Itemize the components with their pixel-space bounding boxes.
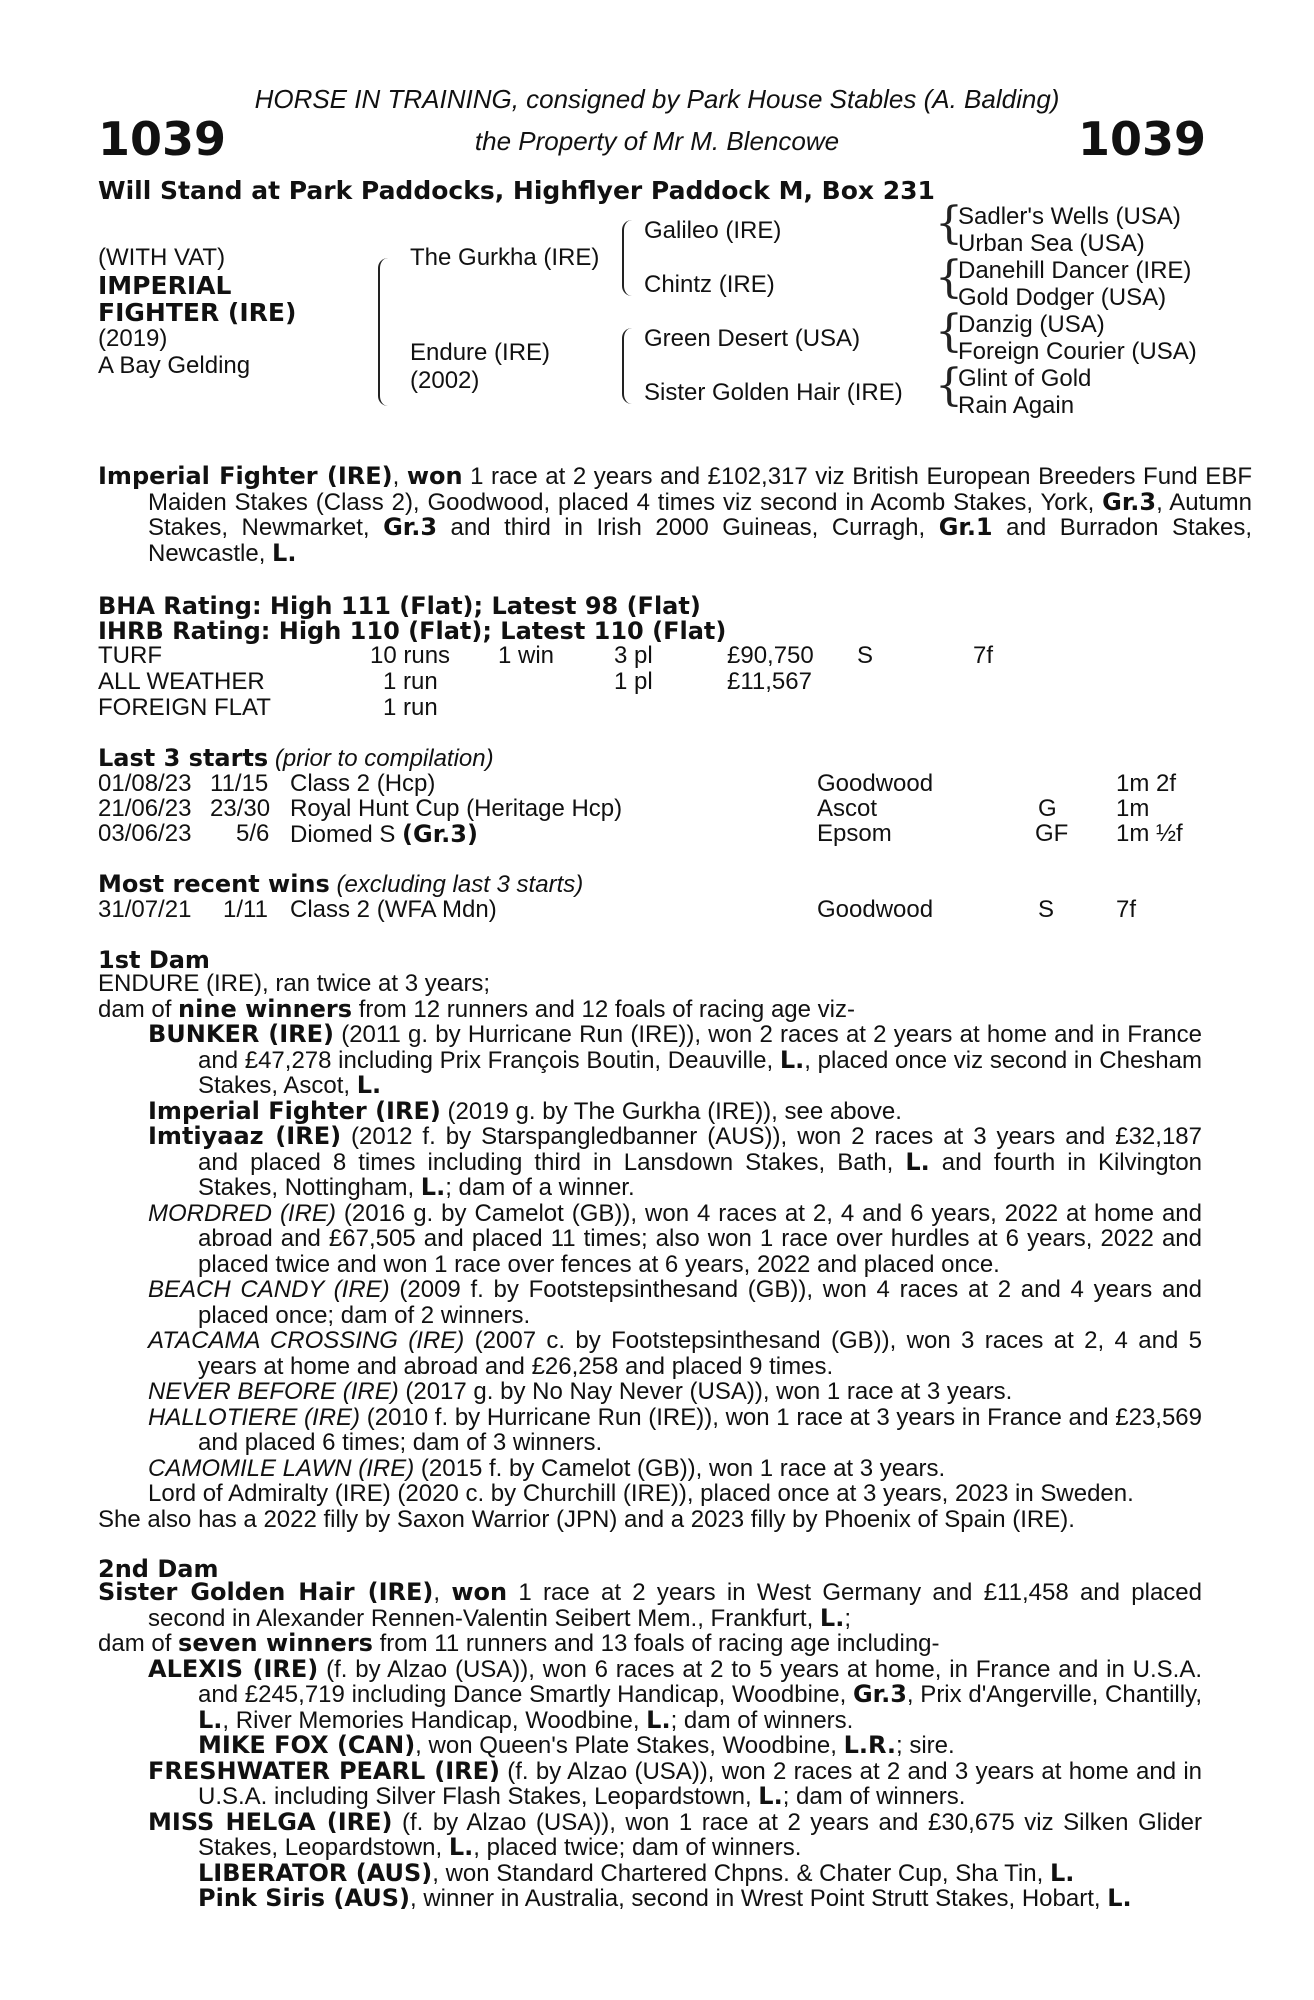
- record-placed: 1 pl: [614, 668, 653, 695]
- record-placed: 3 pl: [614, 642, 653, 669]
- start-going: G: [1038, 795, 1057, 822]
- curly-3: {: [935, 306, 963, 357]
- ped-sds: Danehill Dancer (IRE): [958, 257, 1192, 284]
- start-position: 23/30: [210, 795, 271, 822]
- last3-title: Last 3 starts: [98, 744, 269, 772]
- record-runs: 1 run: [383, 668, 438, 695]
- win-position: 1/11: [223, 896, 268, 923]
- lot-number-right: 1039: [1077, 112, 1206, 166]
- start-course: Ascot: [817, 795, 878, 822]
- summary-text-3: and third in Irish 2000 Guineas, Curragh,: [437, 514, 939, 541]
- horse-name-2: FIGHTER (IRE): [98, 298, 297, 327]
- record-money: £11,567: [727, 668, 812, 695]
- ped-ds: Green Desert (USA): [644, 325, 861, 352]
- pedigree-brace-main: [378, 258, 388, 406]
- record-surface: TURF: [98, 642, 162, 669]
- ihrb-rating: IHRB Rating: High 110 (Flat); Latest 110 (Flat): [98, 617, 727, 645]
- summary-listed: L.: [272, 538, 297, 567]
- second-dam-heading: 2nd Dam: [98, 1555, 219, 1583]
- consignor-line: HORSE IN TRAINING, consigned by Park House Stables (A. Balding): [254, 84, 1060, 114]
- dam2-entry: MISS HELGA (IRE) (f. by Alzao (USA)), won 1 race at 2 years and £30,675 viz Silken Glider Stakes, Leopardstown, L., placed twice; dam of winners.: [148, 1807, 1203, 1861]
- dam1-footer: She also has a 2022 filly by Saxon Warrior (JPN) and a 2023 filly by Phoenix of Spain (IRE).: [98, 1505, 1075, 1533]
- record-runs: 1 run: [383, 694, 438, 721]
- start-going: GF: [1035, 820, 1069, 847]
- win-date: 31/07/21: [98, 896, 192, 923]
- dam2-line2: dam of seven winners from 11 runners and 13 foals of racing age including-: [98, 1629, 940, 1657]
- ped-ss: Galileo (IRE): [644, 217, 782, 244]
- summary-horse-name: Imperial Fighter (IRE): [98, 462, 393, 490]
- dam1-entry: Lord of Admiralty (IRE) (2020 c. by Churchill (IRE)), placed once at 3 years, 2023 in Sweden.: [148, 1480, 1134, 1507]
- dam2-entry: FRESHWATER PEARL (IRE) (f. by Alzao (USA)), won 2 races at 2 and 3 years at home and in U.S.A. including Silver Flash Stakes, Leopardstown, L.; dam of winners.: [148, 1756, 1203, 1810]
- ped-sss: Sadler's Wells (USA): [958, 203, 1181, 230]
- record-runs: 10 runs: [370, 642, 451, 669]
- last3-heading: [98, 744, 494, 773]
- ped-sd: Chintz (IRE): [644, 271, 775, 298]
- start-distance: 1m: [1116, 795, 1150, 822]
- curly-2: {: [935, 252, 963, 303]
- summary-text-4: and Burradon Stakes, Newcastle,: [148, 514, 1252, 567]
- summary-won: won: [406, 462, 463, 490]
- ped-dam-year: (2002): [410, 367, 480, 394]
- win-distance: 7f: [1116, 896, 1137, 923]
- dam1-line2: dam of nine winners from 12 runners and 12 foals of racing age viz-: [98, 994, 855, 1023]
- record-wins: 1 win: [498, 642, 555, 669]
- dam2-summary: Sister Golden Hair (IRE), won 1 race at 2 years in West Germany and £11,458 and placed second in Alexander Rennen-Valentin Seibert Mem., Frankfurt, L.;: [98, 1578, 1202, 1632]
- summary-grade-2: Gr.3: [383, 513, 438, 541]
- pedigree-brace-dam: [622, 328, 632, 404]
- first-dam-heading: 1st Dam: [98, 946, 210, 974]
- dam1-entry: ATACAMA CROSSING (IRE) (2007 c. by Footstepsinthesand (GB)), won 3 races at 2, 4 and 5 years at home and abroad and £26,258 and placed 9 times.: [148, 1327, 1202, 1380]
- pedigree-brace-sire: [622, 220, 632, 296]
- recent-wins-note: (excluding last 3 starts): [329, 871, 584, 898]
- win-going: S: [1038, 896, 1055, 923]
- curly-4: {: [935, 360, 963, 411]
- ped-dd: Sister Golden Hair (IRE): [644, 379, 903, 406]
- record-surface: ALL WEATHER: [98, 668, 265, 695]
- ped-ddd: Rain Again: [958, 392, 1075, 419]
- summary-text-1: 1 race at 2 years and £102,317 viz British European Breeders Fund EBF Maiden Stakes (Class 2), Goodwood, placed 4 times viz second in Acomb Stakes, York,: [148, 463, 1252, 516]
- record-going: S: [857, 642, 874, 669]
- vat-label: (WITH VAT): [98, 244, 226, 271]
- start-date: 01/08/23: [98, 770, 192, 797]
- bha-rating: BHA Rating: High 111 (Flat); Latest 98 (Flat): [98, 592, 701, 620]
- lot-number-left: 1039: [98, 112, 227, 166]
- owner-line: the Property of Mr M. Blencowe: [474, 126, 840, 156]
- dam1-entry: Imperial Fighter (IRE) (2019 g. by The Gurkha (IRE)), see above.: [148, 1096, 902, 1125]
- ped-sire: The Gurkha (IRE): [410, 244, 600, 271]
- ped-dam: Endure (IRE): [410, 339, 551, 366]
- horse-name-1: IMPERIAL: [98, 271, 232, 300]
- dam1-line1: ENDURE (IRE), ran twice at 3 years;: [98, 970, 491, 997]
- ped-dds: Glint of Gold: [958, 365, 1092, 392]
- record-distance: 7f: [973, 642, 994, 669]
- start-race: Class 2 (Hcp): [290, 770, 436, 797]
- dam1-entry: CAMOMILE LAWN (IRE) (2015 f. by Camelot (GB)), won 1 race at 3 years.: [148, 1454, 946, 1482]
- start-position: 5/6: [236, 820, 270, 847]
- ped-dss: Danzig (USA): [958, 311, 1105, 338]
- start-course: Goodwood: [817, 770, 934, 797]
- start-distance: 1m ½f: [1116, 820, 1183, 847]
- dam1-entry: BUNKER (IRE) (2011 g. by Hurricane Run (IRE)), won 2 races at 2 years at home and in France and £47,278 including Prix François Boutin, Deauville, L., placed once viz second in Chesham Stakes, Ascot, L.: [148, 1020, 1203, 1099]
- start-race: Diomed S (Gr.3): [290, 820, 478, 848]
- record-money: £90,750: [727, 642, 814, 669]
- dam1-entry: HALLOTIERE (IRE) (2010 f. by Hurricane Run (IRE)), won 1 race at 3 years in France and £23,569 and placed 6 times; dam of 3 winners.: [148, 1403, 1202, 1456]
- dam1-entry: BEACH CANDY (IRE) (2009 f. by Footstepsinthesand (GB)), won 4 races at 2 and 4 years and placed once; dam of 2 winners.: [148, 1276, 1203, 1329]
- recent-wins-heading: [98, 870, 583, 899]
- second-dam-section: [98, 1580, 1202, 1912]
- dam2-entry: ALEXIS (IRE) (f. by Alzao (USA)), won 6 races at 2 to 5 years at home, in France and in U.S.A. and £245,719 including Dance Smartly Handicap, Woodbine, Gr.3, Prix d'Angerville, Chantilly, L., River Memories Handicap, Woodbine, L.; dam of winners.: [148, 1654, 1203, 1734]
- curly-1: {: [935, 198, 963, 249]
- start-position: 11/15: [210, 770, 269, 797]
- summary-grade-1: Gr.3: [1102, 487, 1157, 516]
- start-date: 03/06/23: [98, 820, 192, 847]
- dam2-subentry: Pink Siris (AUS), winner in Australia, second in Wrest Point Strutt Stakes, Hobart, L.: [198, 1884, 1132, 1912]
- stand-line: Will Stand at Park Paddocks, Highflyer Paddock M, Box 231: [98, 176, 935, 205]
- first-dam-section: [98, 971, 1202, 1532]
- ped-dsd: Foreign Courier (USA): [958, 338, 1197, 365]
- dam1-entry: MORDRED (IRE) (2016 g. by Camelot (GB)), won 4 races at 2, 4 and 6 years, 2022 at home and abroad and £67,505 and placed 11 times; also won 1 race over hurdles at 6 years, 2022 and placed twice and won 1 race over fences at 6 years, 2022 and placed once.: [148, 1199, 1202, 1278]
- record-surface: FOREIGN FLAT: [98, 694, 271, 721]
- ped-sdd: Gold Dodger (USA): [958, 284, 1167, 311]
- ped-ssd: Urban Sea (USA): [958, 230, 1145, 257]
- win-course: Goodwood: [817, 896, 934, 923]
- dam2-subentry: MIKE FOX (CAN), won Queen's Plate Stakes, Woodbine, L.R.; sire.: [198, 1731, 955, 1759]
- dam1-entry: Imtiyaaz (IRE) (2012 f. by Starspangledbanner (AUS)), won 2 races at 3 years and £32,187 and placed 8 times including third in Lansdown Stakes, Bath, L. and fourth in Kilvington Stakes, Nottingham, L.; dam of a winner.: [148, 1122, 1203, 1201]
- dam1-entry: NEVER BEFORE (IRE) (2017 g. by No Nay Never (USA)), won 1 race at 3 years.: [148, 1378, 1013, 1405]
- win-race: Class 2 (WFA Mdn): [290, 896, 497, 923]
- start-course: Epsom: [817, 820, 892, 847]
- summary-grade-3: Gr.1: [938, 513, 993, 541]
- dam2-subentry: LIBERATOR (AUS), won Standard Chartered Chpns. & Chater Cup, Sha Tin, L.: [198, 1858, 1075, 1887]
- summary-text-2: , Autumn Stakes, Newmarket,: [148, 488, 1252, 541]
- start-distance: 1m 2f: [1116, 770, 1177, 797]
- last3-note: (prior to compilation): [268, 745, 494, 772]
- race-summary: Imperial Fighter (IRE), won 1 race at 2 years and £102,317 viz British European Breeders Fund EBF Maiden Stakes (Class 2), Goodwood, placed 4 times viz second in Acomb Stakes, York, Gr.3, Autumn Stakes, Newmarket, Gr.3 and third in Irish 2000 Guineas, Curragh, Gr.1 and Burradon Stakes, Newcastle, L.: [98, 462, 1252, 567]
- horse-year: (2019): [98, 325, 168, 352]
- horse-desc: A Bay Gelding: [98, 352, 251, 379]
- start-race: Royal Hunt Cup (Heritage Hcp): [290, 795, 623, 822]
- start-date: 21/06/23: [98, 795, 192, 822]
- recent-wins-title: Most recent wins: [98, 870, 330, 898]
